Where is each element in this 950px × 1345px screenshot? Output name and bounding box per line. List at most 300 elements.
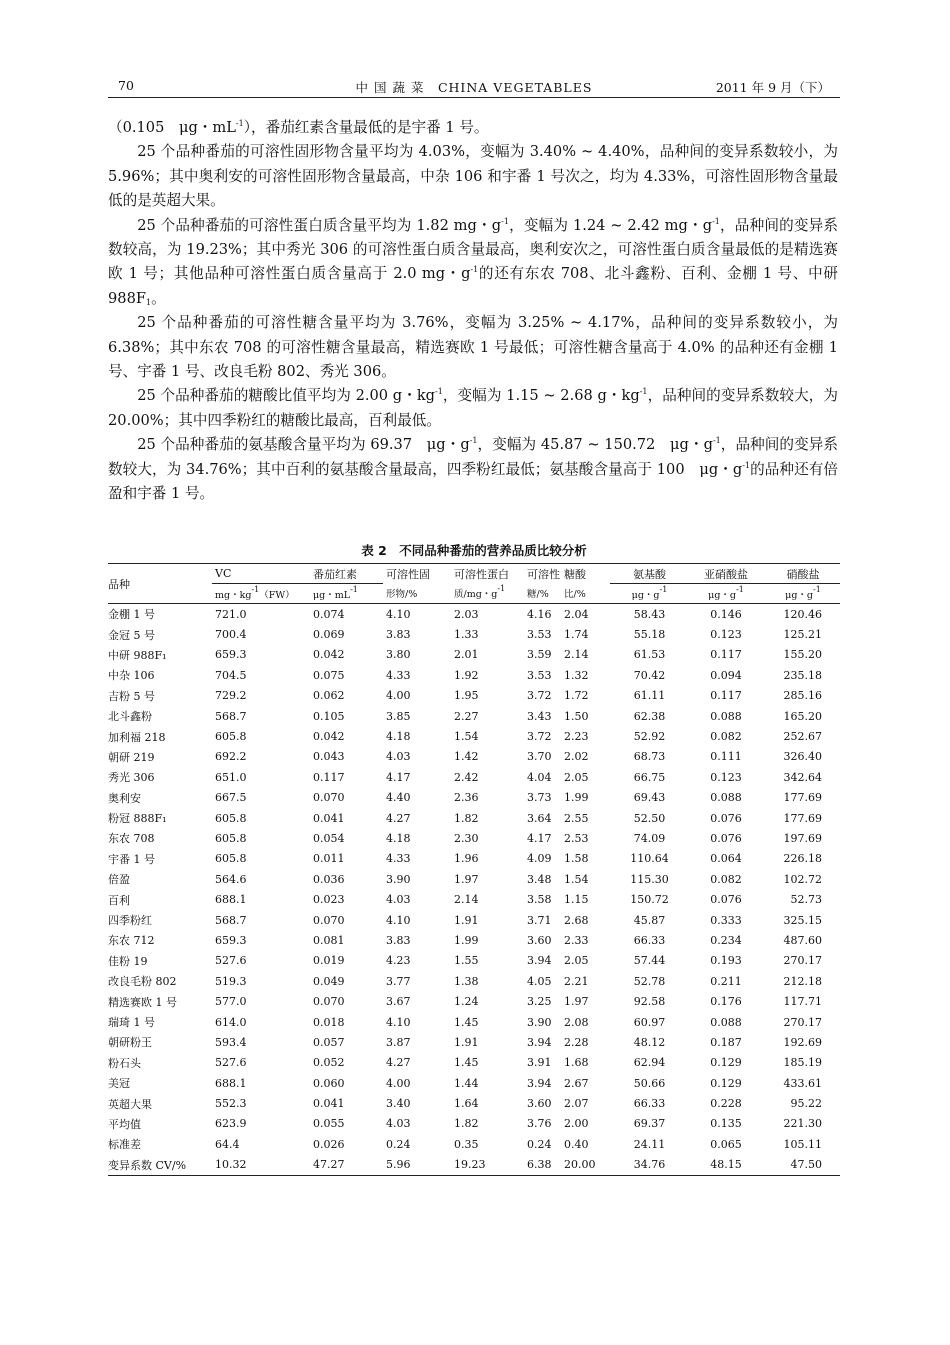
- value-cell: 52.50: [633, 811, 666, 825]
- value-cell: 19.23: [454, 1158, 486, 1172]
- variety-cell: 瑞琦 1 号: [108, 1016, 155, 1029]
- value-cell: 667.5: [215, 791, 247, 805]
- value-cell: 0.123: [710, 628, 742, 642]
- value-cell: 270.17: [783, 1015, 822, 1029]
- value-cell: 0.117: [710, 689, 742, 703]
- value-cell: 605.8: [215, 831, 247, 845]
- variety-cell: 标准差: [108, 1138, 141, 1152]
- value-cell: 3.64: [527, 811, 552, 825]
- value-cell: 623.9: [215, 1117, 247, 1131]
- value-cell: 564.6: [215, 872, 247, 886]
- value-cell: 0.076: [710, 831, 742, 845]
- paragraph: 25 个品种番茄的糖酸比值平均为 2.00 g・$kg^{-1}$，变幅为 1.15 ~ 2.68 g・$kg^{-1}$，品种间的变异系数较大，为 20.00%；其中四季粉红的糖酸比最高，百利最低。: [108, 387, 838, 429]
- value-cell: 1.82: [454, 1117, 479, 1131]
- value-cell: 221.30: [783, 1117, 822, 1131]
- value-cell: 552.3: [215, 1097, 247, 1111]
- value-cell: 2.14: [564, 648, 589, 662]
- value-cell: 4.03: [386, 750, 411, 764]
- value-cell: 1.24: [454, 995, 479, 1009]
- variety-cell: 金冠 5 号: [108, 628, 155, 642]
- value-cell: 1.96: [454, 852, 479, 866]
- value-cell: 66.75: [633, 770, 666, 784]
- col-header: 可溶性: [527, 567, 560, 581]
- value-cell: 57.44: [633, 954, 666, 968]
- value-cell: 0.019: [313, 954, 345, 968]
- value-cell: 48.12: [633, 1035, 666, 1049]
- value-cell: 4.03: [386, 893, 411, 907]
- value-cell: 2.02: [564, 750, 589, 764]
- unit-header: 比/%: [564, 589, 586, 601]
- value-cell: 0.135: [710, 1117, 742, 1131]
- value-cell: 3.60: [527, 933, 552, 947]
- variety-cell: 精选赛欧 1 号: [108, 995, 177, 1009]
- value-cell: 4.33: [386, 668, 411, 682]
- value-cell: 0.060: [313, 1076, 345, 1090]
- paragraph: （0.105 μg・$mL^{-1}$），番茄红素含量最低的是宇番 1 号。: [108, 119, 489, 136]
- value-cell: 2.05: [564, 770, 589, 784]
- table-row: [108, 1093, 840, 1113]
- value-cell: 433.61: [783, 1076, 822, 1090]
- value-cell: 270.17: [783, 954, 822, 968]
- value-cell: 95.22: [790, 1097, 822, 1111]
- table-caption: 表 2 不同品种番茄的营养品质比较分析: [361, 543, 587, 558]
- unit-header: μg・$g^{-1}$: [631, 584, 668, 601]
- value-cell: 1.38: [454, 974, 479, 988]
- value-cell: 0.123: [710, 770, 742, 784]
- variety-cell: 宇番 1 号: [108, 852, 155, 866]
- table-row: [108, 951, 840, 971]
- variety-cell: 奥利安: [108, 791, 141, 805]
- value-cell: 285.16: [783, 689, 822, 703]
- value-cell: 3.77: [386, 974, 411, 988]
- variety-cell: 佳粉 19: [108, 954, 148, 968]
- value-cell: 0.105: [313, 709, 345, 723]
- value-cell: 4.27: [386, 1056, 411, 1070]
- value-cell: 527.6: [215, 954, 247, 968]
- value-cell: 704.5: [215, 668, 247, 682]
- value-cell: 177.69: [783, 791, 822, 805]
- col-header: 亚硝酸盐: [686, 564, 763, 584]
- table-row: [108, 1134, 840, 1154]
- variety-cell: 改良毛粉 802: [108, 975, 177, 989]
- variety-cell: 中研 988F₁: [108, 648, 167, 662]
- value-cell: 66.33: [633, 1097, 666, 1111]
- value-cell: 4.17: [386, 770, 411, 784]
- value-cell: 3.80: [386, 648, 411, 662]
- value-cell: 1.45: [454, 1015, 479, 1029]
- table-row: [108, 869, 840, 889]
- value-cell: 0.011: [313, 852, 345, 866]
- value-cell: 226.18: [783, 852, 822, 866]
- value-cell: 2.04: [564, 607, 589, 621]
- table-row: [108, 1114, 840, 1134]
- value-cell: 0.24: [386, 1137, 411, 1151]
- paragraph: 25 个品种番茄的可溶性固形物含量平均为 4.03%，变幅为 3.40% ~ 4.40%，品种间的变异系数较小，为 5.96%；其中奥利安的可溶性固形物含量最高，中杂 106 和宇番 1 号次之，均为 4.33%，可溶性固形物含量最低的是英超大果。: [108, 143, 838, 210]
- value-cell: 64.4: [215, 1137, 240, 1151]
- value-cell: 4.18: [386, 831, 411, 845]
- value-cell: 52.78: [633, 974, 666, 988]
- value-cell: 1.91: [454, 1035, 479, 1049]
- value-cell: 0.069: [313, 628, 345, 642]
- value-cell: 0.062: [313, 689, 345, 703]
- value-cell: 50.66: [633, 1076, 666, 1090]
- variety-cell: 粉石头: [108, 1056, 141, 1070]
- value-cell: 70.42: [633, 668, 666, 682]
- value-cell: 105.11: [783, 1137, 822, 1151]
- value-cell: 527.6: [215, 1056, 247, 1070]
- value-cell: 4.10: [386, 1015, 411, 1029]
- value-cell: 66.33: [633, 933, 666, 947]
- unit-header: 糖/%: [527, 589, 549, 601]
- unit-header: 形物/%: [386, 589, 418, 601]
- value-cell: 1.32: [564, 668, 589, 682]
- unit-header: μg・$g^{-1}$: [708, 584, 744, 601]
- value-cell: 2.07: [564, 1097, 589, 1111]
- table-row: [108, 645, 840, 665]
- value-cell: 4.23: [386, 954, 411, 968]
- variety-cell: 平均值: [108, 1117, 141, 1131]
- value-cell: 1.91: [454, 913, 479, 927]
- value-cell: 0.228: [710, 1097, 742, 1111]
- value-cell: 342.64: [783, 770, 822, 784]
- value-cell: 47.50: [790, 1158, 822, 1172]
- value-cell: 3.60: [527, 1097, 552, 1111]
- value-cell: 568.7: [215, 709, 247, 723]
- table-row: [108, 971, 840, 991]
- value-cell: 1.64: [454, 1097, 479, 1111]
- value-cell: 0.026: [313, 1137, 345, 1151]
- value-cell: 659.3: [215, 648, 247, 662]
- table-row: [108, 706, 840, 726]
- value-cell: 1.58: [564, 852, 589, 866]
- value-cell: 69.43: [633, 791, 666, 805]
- value-cell: 1.15: [564, 893, 589, 907]
- variety-cell: 四季粉红: [108, 914, 152, 928]
- value-cell: 577.0: [215, 995, 247, 1009]
- value-cell: 197.69: [783, 831, 822, 845]
- variety-cell: 变异系数 CV/%: [108, 1158, 187, 1172]
- value-cell: 4.40: [386, 791, 411, 805]
- value-cell: 52.73: [790, 893, 822, 907]
- value-cell: 0.333: [710, 913, 742, 927]
- value-cell: 700.4: [215, 628, 247, 642]
- value-cell: 4.00: [386, 1076, 411, 1090]
- table-row: [108, 889, 840, 909]
- value-cell: 3.76: [527, 1117, 552, 1131]
- value-cell: 92.58: [633, 995, 666, 1009]
- variety-cell: 朝研 219: [108, 750, 155, 764]
- value-cell: 1.99: [564, 791, 589, 805]
- value-cell: 165.20: [783, 709, 822, 723]
- col-header: 糖酸: [564, 567, 586, 581]
- value-cell: 20.00: [564, 1158, 596, 1172]
- value-cell: 3.53: [527, 668, 552, 682]
- table-row: [108, 808, 840, 828]
- value-cell: 2.68: [564, 913, 589, 927]
- table-row: [108, 604, 840, 625]
- value-cell: 1.92: [454, 668, 479, 682]
- value-cell: 0.146: [710, 607, 742, 621]
- value-cell: 2.23: [564, 730, 589, 744]
- value-cell: 0.094: [710, 668, 742, 682]
- value-cell: 0.070: [313, 913, 345, 927]
- col-header: 品种: [108, 577, 130, 591]
- value-cell: 0.129: [710, 1076, 742, 1090]
- value-cell: 3.91: [527, 1056, 552, 1070]
- table-row: [108, 1073, 840, 1093]
- value-cell: 593.4: [215, 1035, 247, 1049]
- value-cell: 0.070: [313, 995, 345, 1009]
- issue-date: 2011 年 9 月（下）: [715, 80, 830, 95]
- value-cell: 614.0: [215, 1015, 247, 1029]
- value-cell: 4.18: [386, 730, 411, 744]
- value-cell: 3.67: [386, 995, 411, 1009]
- value-cell: 4.00: [386, 689, 411, 703]
- value-cell: 4.04: [527, 770, 552, 784]
- value-cell: 58.43: [633, 607, 666, 621]
- value-cell: 1.95: [454, 689, 479, 703]
- value-cell: 110.64: [630, 852, 669, 866]
- value-cell: 729.2: [215, 689, 247, 703]
- value-cell: 326.40: [783, 750, 822, 764]
- value-cell: 47.27: [313, 1158, 345, 1172]
- value-cell: 1.45: [454, 1056, 479, 1070]
- table-row: [108, 747, 840, 767]
- value-cell: 3.72: [527, 689, 552, 703]
- value-cell: 2.55: [564, 811, 589, 825]
- value-cell: 3.43: [527, 709, 552, 723]
- value-cell: 0.176: [710, 995, 742, 1009]
- col-header: 可溶性蛋白: [454, 567, 509, 581]
- value-cell: 155.20: [783, 648, 822, 662]
- value-cell: 4.05: [527, 974, 552, 988]
- value-cell: 0.40: [564, 1137, 589, 1151]
- value-cell: 0.065: [710, 1137, 742, 1151]
- value-cell: 62.38: [633, 709, 666, 723]
- table-header-row: [108, 564, 840, 584]
- body-text: [108, 116, 838, 507]
- value-cell: 0.082: [710, 872, 742, 886]
- value-cell: 3.83: [386, 628, 411, 642]
- variety-cell: 加利福 218: [108, 730, 166, 744]
- value-cell: 0.054: [313, 831, 345, 845]
- table-row: [108, 1053, 840, 1073]
- value-cell: 0.074: [313, 607, 345, 621]
- paragraph: 25 个品种番茄的可溶性蛋白质含量平均为 1.82 mg・$g^{-1}$，变幅为 1.24 ~ 2.42 mg・$g^{-1}$，品种间的变异系数较高，为 19.23%；其中秀光 306 的可溶性蛋白质含量最高，奥利安次之，可溶性蛋白质含量最低的是精选赛欧 1 号；其他品种可溶性蛋白质含量高于 2.0 mg・$g^{-1}$的还有东农 708、北斗鑫粉、百利、金棚 1 号、中研 $988F_1$。: [108, 216, 839, 307]
- value-cell: 150.72: [630, 893, 669, 907]
- value-cell: 0.064: [710, 852, 742, 866]
- journal-title: 中 国 蔬 菜 CHINA VEGETABLES: [355, 80, 593, 95]
- value-cell: 325.15: [783, 913, 822, 927]
- nutrition-table: [108, 563, 840, 1176]
- variety-cell: 吉粉 5 号: [108, 689, 155, 703]
- value-cell: 3.94: [527, 954, 552, 968]
- table-row: [108, 686, 840, 706]
- value-cell: 651.0: [215, 770, 247, 784]
- value-cell: 0.043: [313, 750, 345, 764]
- value-cell: 120.46: [783, 607, 822, 621]
- value-cell: 4.10: [386, 913, 411, 927]
- value-cell: 0.052: [313, 1056, 345, 1070]
- value-cell: 3.73: [527, 791, 552, 805]
- value-cell: 692.2: [215, 750, 247, 764]
- value-cell: 2.33: [564, 933, 589, 947]
- table-row: [108, 624, 840, 644]
- value-cell: 2.30: [454, 831, 479, 845]
- value-cell: 252.67: [783, 730, 822, 744]
- value-cell: 0.036: [313, 872, 345, 886]
- value-cell: 3.83: [386, 933, 411, 947]
- table-row: [108, 828, 840, 848]
- value-cell: 1.97: [454, 872, 479, 886]
- value-cell: 3.59: [527, 648, 552, 662]
- paragraph: 25 个品种番茄的可溶性糖含量平均为 3.76%，变幅为 3.25% ~ 4.17%，品种间的变异系数较小，为 6.38%；其中东农 708 的可溶性糖含量最高，精选赛欧 1 号最低；可溶性糖含量高于 4.0% 的品种还有金棚 1 号、宇番 1 号、改良毛粉 802、秀光 306。: [108, 314, 838, 381]
- variety-cell: 中杂 106: [108, 669, 155, 683]
- value-cell: 2.05: [564, 954, 589, 968]
- value-cell: 3.53: [527, 628, 552, 642]
- value-cell: 3.71: [527, 913, 552, 927]
- value-cell: 0.057: [313, 1035, 345, 1049]
- value-cell: 62.94: [633, 1056, 666, 1070]
- value-cell: 0.117: [313, 770, 345, 784]
- value-cell: 235.18: [783, 668, 822, 682]
- value-cell: 2.67: [564, 1076, 589, 1090]
- value-cell: 3.90: [527, 1015, 552, 1029]
- value-cell: 0.076: [710, 893, 742, 907]
- value-cell: 5.96: [386, 1158, 411, 1172]
- table-row: [108, 1155, 840, 1176]
- value-cell: 102.72: [783, 872, 822, 886]
- value-cell: 2.21: [564, 974, 589, 988]
- value-cell: 115.30: [630, 872, 669, 886]
- value-cell: 52.92: [633, 730, 666, 744]
- value-cell: 0.088: [710, 791, 742, 805]
- value-cell: 0.070: [313, 791, 345, 805]
- value-cell: 61.11: [633, 689, 666, 703]
- value-cell: 212.18: [783, 974, 822, 988]
- value-cell: 1.74: [564, 628, 589, 642]
- value-cell: 0.049: [313, 974, 345, 988]
- value-cell: 61.53: [633, 648, 666, 662]
- value-cell: 0.042: [313, 730, 345, 744]
- value-cell: 0.018: [313, 1015, 345, 1029]
- value-cell: 1.72: [564, 689, 589, 703]
- value-cell: 0.111: [710, 750, 742, 764]
- value-cell: 177.69: [783, 811, 822, 825]
- value-cell: 68.73: [633, 750, 666, 764]
- value-cell: 117.71: [783, 995, 822, 1009]
- value-cell: 0.234: [710, 933, 742, 947]
- value-cell: 185.19: [783, 1056, 822, 1070]
- value-cell: 192.69: [783, 1035, 822, 1049]
- variety-cell: 金棚 1 号: [108, 608, 155, 622]
- value-cell: 3.90: [386, 872, 411, 886]
- value-cell: 0.088: [710, 709, 742, 723]
- value-cell: 1.97: [564, 995, 589, 1009]
- value-cell: 1.55: [454, 954, 479, 968]
- value-cell: 0.117: [710, 648, 742, 662]
- variety-cell: 东农 712: [108, 934, 155, 948]
- value-cell: 659.3: [215, 933, 247, 947]
- value-cell: 2.03: [454, 607, 479, 621]
- col-header: 氨基酸: [610, 564, 686, 584]
- value-cell: 34.76: [633, 1158, 666, 1172]
- unit-header: 质/mg・$g^{-1}$: [454, 584, 506, 601]
- value-cell: 3.94: [527, 1035, 552, 1049]
- value-cell: 2.01: [454, 648, 479, 662]
- value-cell: 55.18: [633, 628, 666, 642]
- value-cell: 0.055: [313, 1117, 345, 1131]
- variety-cell: 英超大果: [108, 1097, 152, 1111]
- variety-cell: 东农 708: [108, 832, 155, 846]
- variety-cell: 粉冠 888F₁: [108, 812, 167, 826]
- value-cell: 0.082: [710, 730, 742, 744]
- value-cell: 3.87: [386, 1035, 411, 1049]
- value-cell: 2.08: [564, 1015, 589, 1029]
- value-cell: 3.70: [527, 750, 552, 764]
- value-cell: 0.24: [527, 1137, 552, 1151]
- value-cell: 0.129: [710, 1056, 742, 1070]
- value-cell: 4.03: [386, 1117, 411, 1131]
- col-header: 可溶性固: [386, 567, 430, 581]
- table-row: [108, 910, 840, 930]
- value-cell: 4.17: [527, 831, 552, 845]
- table-row: [108, 991, 840, 1011]
- value-cell: 6.38: [527, 1158, 552, 1172]
- value-cell: 0.211: [710, 974, 742, 988]
- value-cell: 2.36: [454, 791, 479, 805]
- col-header: 硝酸盐: [763, 564, 840, 584]
- value-cell: 0.042: [313, 648, 345, 662]
- value-cell: 1.99: [454, 933, 479, 947]
- value-cell: 4.27: [386, 811, 411, 825]
- variety-cell: 北斗鑫粉: [108, 710, 152, 724]
- value-cell: 4.10: [386, 607, 411, 621]
- value-cell: 605.8: [215, 852, 247, 866]
- value-cell: 24.11: [633, 1137, 666, 1151]
- table-row: [108, 1032, 840, 1052]
- variety-cell: 美冠: [108, 1077, 130, 1091]
- table-row: [108, 1012, 840, 1032]
- value-cell: 1.50: [564, 709, 589, 723]
- value-cell: 1.33: [454, 628, 479, 642]
- value-cell: 605.8: [215, 730, 247, 744]
- value-cell: 74.09: [633, 831, 666, 845]
- value-cell: 3.25: [527, 995, 552, 1009]
- table-unit-row: [108, 584, 840, 604]
- table-row: [108, 726, 840, 746]
- col-header: 番茄红素: [310, 564, 383, 584]
- value-cell: 0.193: [710, 954, 742, 968]
- page-number: 70: [118, 78, 134, 93]
- value-cell: 1.54: [454, 730, 479, 744]
- value-cell: 3.58: [527, 893, 552, 907]
- value-cell: 4.33: [386, 852, 411, 866]
- value-cell: 688.1: [215, 893, 247, 907]
- value-cell: 0.041: [313, 811, 345, 825]
- value-cell: 519.3: [215, 974, 247, 988]
- value-cell: 3.40: [386, 1097, 411, 1111]
- page-header: [108, 77, 840, 98]
- value-cell: 2.00: [564, 1117, 589, 1131]
- value-cell: 2.14: [454, 893, 479, 907]
- unit-header: μg・$g^{-1}$: [785, 584, 821, 601]
- value-cell: 0.075: [313, 668, 345, 682]
- value-cell: 1.82: [454, 811, 479, 825]
- variety-cell: 秀光 306: [108, 771, 155, 785]
- value-cell: 568.7: [215, 913, 247, 927]
- value-cell: 2.42: [454, 770, 479, 784]
